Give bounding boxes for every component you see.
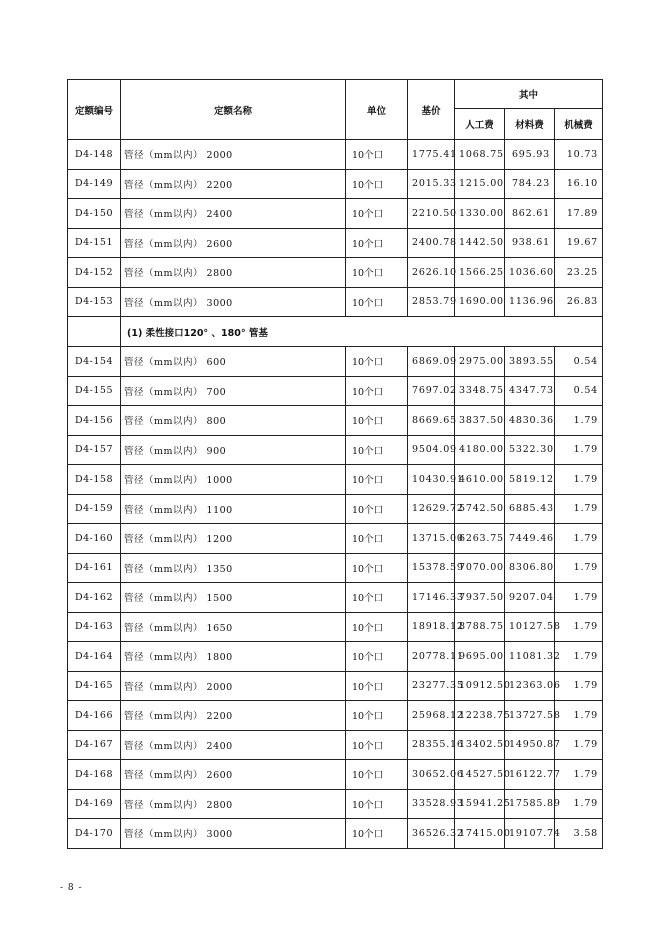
cell-name: 管径（mm以内） 1650: [121, 612, 346, 642]
cell-material: 4830.36: [505, 406, 555, 436]
cell-unit: 10个口: [346, 642, 408, 672]
cell-unit: 10个口: [346, 760, 408, 790]
table-row: [68, 789, 603, 819]
cell-unit: 10个口: [346, 730, 408, 760]
cell-unit: 10个口: [346, 671, 408, 701]
cell-name: 管径（mm以内） 1100: [121, 494, 346, 524]
cell-unit: 10个口: [346, 347, 408, 377]
cell-name: 管径（mm以内） 1800: [121, 642, 346, 672]
cell-labor: 4610.00: [455, 465, 505, 495]
cell-base-price: 6869.09: [408, 347, 455, 377]
cell-name: 管径（mm以内） 800: [121, 406, 346, 436]
cell-labor: 3837.50: [455, 406, 505, 436]
cell-name: 管径（mm以内） 600: [121, 347, 346, 377]
cell-name: 管径（mm以内） 2800: [121, 789, 346, 819]
cell-code: D4-158: [68, 465, 121, 495]
cell-code: D4-169: [68, 789, 121, 819]
cell-unit: 10个口: [346, 287, 408, 317]
cell-code: D4-151: [68, 228, 121, 258]
cell-code: D4-162: [68, 583, 121, 613]
cell-name: 管径（mm以内） 1000: [121, 465, 346, 495]
cell-name: 管径（mm以内） 3000: [121, 819, 346, 849]
cell-base-price: 28355.16: [408, 730, 455, 760]
table-row: [68, 583, 603, 613]
cell-base-price: 25968.12: [408, 701, 455, 731]
cell-labor: 1566.25: [455, 258, 505, 288]
cell-material: 11081.32: [505, 642, 555, 672]
cell-labor: 7070.00: [455, 553, 505, 583]
cell-labor: 2975.00: [455, 347, 505, 377]
cell-labor: 17415.00: [455, 819, 505, 849]
cell-material: 4347.73: [505, 376, 555, 406]
cell-machine: 26.83: [555, 287, 603, 317]
cell-unit: 10个口: [346, 228, 408, 258]
section-row: [68, 317, 603, 347]
cell-code: D4-156: [68, 406, 121, 436]
cell-machine: 3.58: [555, 819, 603, 849]
cell-labor: 14527.50: [455, 760, 505, 790]
cell-base-price: 7697.02: [408, 376, 455, 406]
cell-labor: 12238.75: [455, 701, 505, 731]
cell-base-price: 9504.09: [408, 435, 455, 465]
section-row-group: [68, 317, 603, 347]
cell-material: 695.93: [505, 140, 555, 170]
cell-unit: 10个口: [346, 789, 408, 819]
cell-material: 784.23: [505, 169, 555, 199]
cell-code: D4-155: [68, 376, 121, 406]
table-row: [68, 140, 603, 170]
cell-machine: 1.79: [555, 612, 603, 642]
table-row: [68, 169, 603, 199]
cell-code: D4-167: [68, 730, 121, 760]
cell-machine: 1.79: [555, 671, 603, 701]
cell-labor: 1690.00: [455, 287, 505, 317]
cell-unit: 10个口: [346, 701, 408, 731]
table-body-a: [68, 140, 603, 317]
cell-base-price: 12629.72: [408, 494, 455, 524]
cell-material: 7449.46: [505, 524, 555, 554]
cell-unit: 10个口: [346, 494, 408, 524]
cell-machine: 1.79: [555, 701, 603, 731]
table-row: [68, 730, 603, 760]
cell-material: 13727.58: [505, 701, 555, 731]
table-row: [68, 376, 603, 406]
cell-name: 管径（mm以内） 2400: [121, 730, 346, 760]
cell-material: 19107.74: [505, 819, 555, 849]
table-row: [68, 671, 603, 701]
cell-labor: 8788.75: [455, 612, 505, 642]
header-unit: 单位: [346, 80, 408, 140]
cell-base-price: 8669.65: [408, 406, 455, 436]
cell-material: 10127.58: [505, 612, 555, 642]
cell-material: 14950.87: [505, 730, 555, 760]
cell-machine: 1.79: [555, 642, 603, 672]
table-row: [68, 435, 603, 465]
cell-labor: 7937.50: [455, 583, 505, 613]
cell-material: 9207.04: [505, 583, 555, 613]
cell-name: 管径（mm以内） 1200: [121, 524, 346, 554]
cell-labor: 1068.75: [455, 140, 505, 170]
cell-base-price: 10430.91: [408, 465, 455, 495]
cell-base-price: 30652.06: [408, 760, 455, 790]
cell-name: 管径（mm以内） 700: [121, 376, 346, 406]
cell-base-price: 23277.35: [408, 671, 455, 701]
cell-code: D4-148: [68, 140, 121, 170]
cell-labor: 1330.00: [455, 199, 505, 229]
cell-material: 3893.55: [505, 347, 555, 377]
cell-name: 管径（mm以内） 2600: [121, 228, 346, 258]
cell-code: D4-164: [68, 642, 121, 672]
cell-code: D4-152: [68, 258, 121, 288]
cell-machine: 1.79: [555, 406, 603, 436]
table-row: [68, 347, 603, 377]
cell-code: D4-168: [68, 760, 121, 790]
cell-base-price: 1775.41: [408, 140, 455, 170]
cell-base-price: 2015.33: [408, 169, 455, 199]
quota-table: [67, 79, 603, 849]
cell-name: 管径（mm以内） 2000: [121, 671, 346, 701]
cell-name: 管径（mm以内） 2200: [121, 701, 346, 731]
cell-unit: 10个口: [346, 583, 408, 613]
section-title: (1) 柔性接口120° 、180° 管基: [121, 317, 603, 347]
cell-labor: 4180.00: [455, 435, 505, 465]
table-row: [68, 494, 603, 524]
table-row: [68, 612, 603, 642]
table-row: [68, 228, 603, 258]
cell-name: 管径（mm以内） 2000: [121, 140, 346, 170]
header-labor: 人工费: [455, 109, 505, 140]
cell-labor: 13402.50: [455, 730, 505, 760]
cell-unit: 10个口: [346, 169, 408, 199]
header-name: 定额名称: [121, 80, 346, 140]
cell-name: 管径（mm以内） 2600: [121, 760, 346, 790]
cell-machine: 1.79: [555, 583, 603, 613]
header-material: 材料费: [505, 109, 555, 140]
header-machine: 机械费: [555, 109, 603, 140]
cell-name: 管径（mm以内） 3000: [121, 287, 346, 317]
cell-name: 管径（mm以内） 1350: [121, 553, 346, 583]
cell-code: D4-154: [68, 347, 121, 377]
cell-labor: 6263.75: [455, 524, 505, 554]
cell-unit: 10个口: [346, 376, 408, 406]
cell-code: D4-149: [68, 169, 121, 199]
cell-code: D4-160: [68, 524, 121, 554]
cell-unit: 10个口: [346, 553, 408, 583]
cell-material: 938.61: [505, 228, 555, 258]
cell-code: D4-157: [68, 435, 121, 465]
table-row: [68, 258, 603, 288]
cell-base-price: 18918.12: [408, 612, 455, 642]
cell-material: 1036.60: [505, 258, 555, 288]
cell-unit: 10个口: [346, 612, 408, 642]
cell-base-price: 13715.00: [408, 524, 455, 554]
cell-material: 8306.80: [505, 553, 555, 583]
cell-machine: 0.54: [555, 376, 603, 406]
cell-material: 862.61: [505, 199, 555, 229]
cell-machine: 10.73: [555, 140, 603, 170]
cell-material: 5819.12: [505, 465, 555, 495]
cell-machine: 1.79: [555, 494, 603, 524]
cell-unit: 10个口: [346, 465, 408, 495]
table-row: [68, 701, 603, 731]
cell-unit: 10个口: [346, 140, 408, 170]
cell-code: D4-163: [68, 612, 121, 642]
cell-machine: 19.67: [555, 228, 603, 258]
header-code: 定额编号: [68, 80, 121, 140]
cell-name: 管径（mm以内） 2800: [121, 258, 346, 288]
cell-unit: 10个口: [346, 199, 408, 229]
cell-machine: 0.54: [555, 347, 603, 377]
cell-material: 12363.06: [505, 671, 555, 701]
table-row: [68, 406, 603, 436]
table-row: [68, 553, 603, 583]
cell-machine: 1.79: [555, 435, 603, 465]
cell-labor: 5742.50: [455, 494, 505, 524]
cell-name: 管径（mm以内） 2400: [121, 199, 346, 229]
cell-base-price: 2853.79: [408, 287, 455, 317]
table-row: [68, 819, 603, 849]
cell-code: D4-159: [68, 494, 121, 524]
header-base-price: 基价: [408, 80, 455, 140]
table-body-b: [68, 347, 603, 849]
cell-machine: 1.79: [555, 789, 603, 819]
cell-machine: 17.89: [555, 199, 603, 229]
cell-code: D4-150: [68, 199, 121, 229]
cell-unit: 10个口: [346, 524, 408, 554]
cell-code: D4-153: [68, 287, 121, 317]
cell-machine: 1.79: [555, 465, 603, 495]
cell-labor: 9695.00: [455, 642, 505, 672]
cell-unit: 10个口: [346, 435, 408, 465]
table-row: [68, 199, 603, 229]
cell-machine: 1.79: [555, 760, 603, 790]
cell-base-price: 33528.93: [408, 789, 455, 819]
cell-name: 管径（mm以内） 900: [121, 435, 346, 465]
section-code-cell: [68, 317, 121, 347]
cell-machine: 16.10: [555, 169, 603, 199]
table-row: [68, 465, 603, 495]
cell-name: 管径（mm以内） 1500: [121, 583, 346, 613]
page-number: - 8 -: [60, 883, 83, 893]
cell-machine: 1.79: [555, 524, 603, 554]
cell-material: 1136.96: [505, 287, 555, 317]
table-row: [68, 642, 603, 672]
cell-base-price: 20778.11: [408, 642, 455, 672]
cell-base-price: 17146.33: [408, 583, 455, 613]
cell-labor: 3348.75: [455, 376, 505, 406]
cell-machine: 23.25: [555, 258, 603, 288]
cell-material: 16122.77: [505, 760, 555, 790]
cell-code: D4-165: [68, 671, 121, 701]
cell-base-price: 15378.59: [408, 553, 455, 583]
cell-unit: 10个口: [346, 819, 408, 849]
table-row: [68, 524, 603, 554]
cell-base-price: 2400.78: [408, 228, 455, 258]
cell-name: 管径（mm以内） 2200: [121, 169, 346, 199]
cell-material: 17585.89: [505, 789, 555, 819]
cell-code: D4-170: [68, 819, 121, 849]
cell-labor: 1442.50: [455, 228, 505, 258]
cell-material: 6885.43: [505, 494, 555, 524]
cell-base-price: 2626.10: [408, 258, 455, 288]
cell-labor: 1215.00: [455, 169, 505, 199]
table-row: [68, 760, 603, 790]
cell-machine: 1.79: [555, 553, 603, 583]
cell-labor: 15941.25: [455, 789, 505, 819]
cell-base-price: 36526.32: [408, 819, 455, 849]
cell-base-price: 2210.50: [408, 199, 455, 229]
cell-material: 5322.30: [505, 435, 555, 465]
cell-unit: 10个口: [346, 258, 408, 288]
cell-code: D4-161: [68, 553, 121, 583]
cell-labor: 10912.50: [455, 671, 505, 701]
cell-unit: 10个口: [346, 406, 408, 436]
table-row: [68, 287, 603, 317]
header-of-which: 其中: [455, 80, 603, 109]
cell-code: D4-166: [68, 701, 121, 731]
cell-machine: 1.79: [555, 730, 603, 760]
